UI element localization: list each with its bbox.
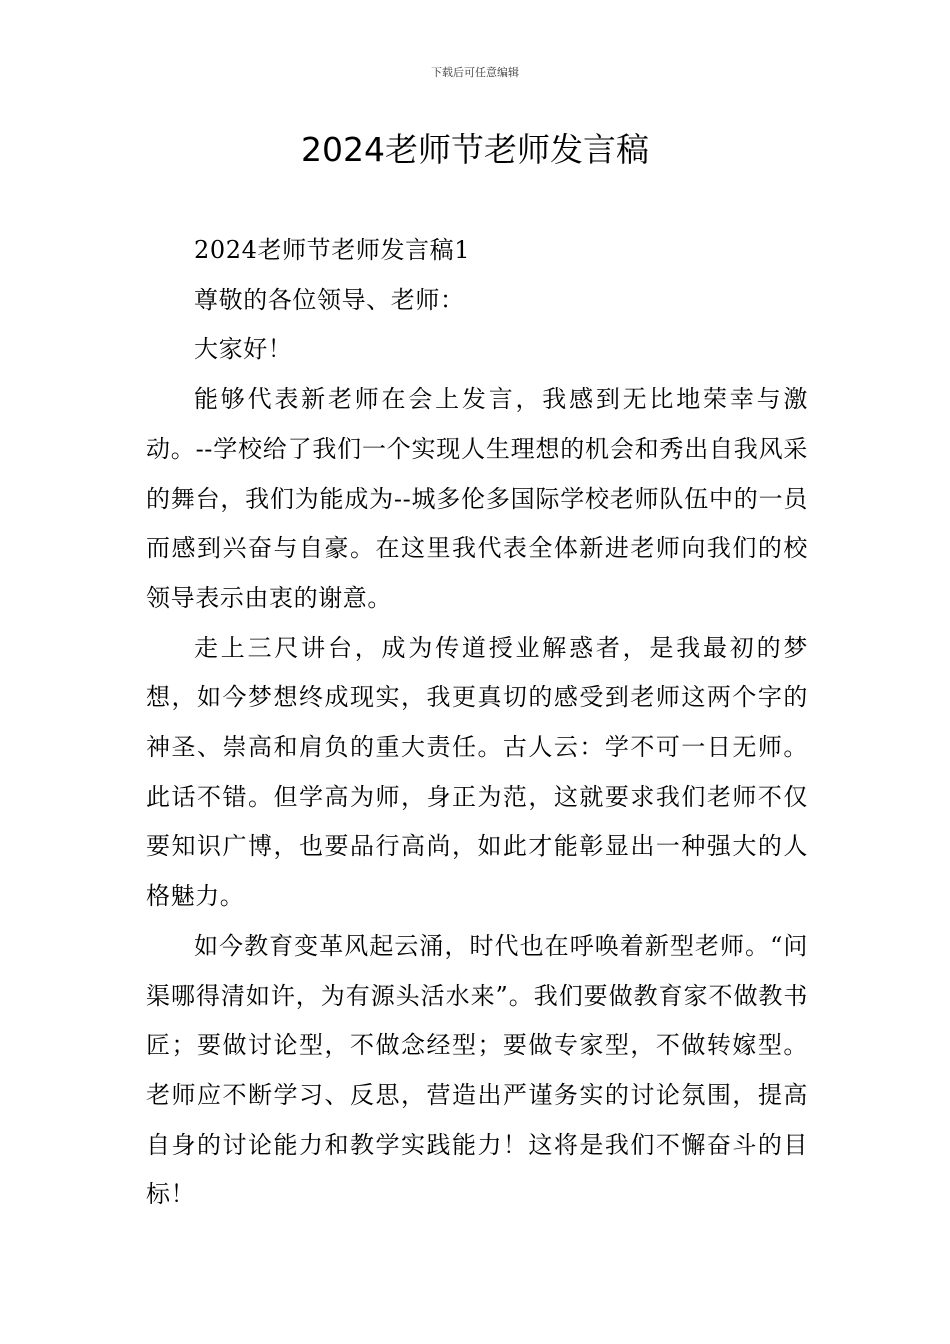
document-body: [146, 226, 808, 1220]
body-paragraph: 如今教育变革风起云涌，时代也在呼唤着新型老师。“问渠哪得清如许，为有源头活水来”。我们要做教育家不做教书匠；要做讨论型，不做念经型；要做专家型，不做转嫁型。老师应不断学习、反思，营造出严谨务实的讨论氛围，提高自身的讨论能力和教学实践能力！这将是我们不懈奋斗的目标！: [146, 931, 808, 1209]
greeting: 大家好！: [194, 335, 293, 364]
document-title: 2024老师节老师发言稿: [301, 130, 649, 169]
salutation: 尊敬的各位领导、老师：: [194, 285, 465, 314]
body-paragraph: 能够代表新老师在会上发言，我感到无比地荣幸与激动。--学校给了我们一个实现人生理想的机会和秀出自我风采的舞台，我们为能成为--城多伦多国际学校老师队伍中的一员而感到兴奋与自豪。在这里我代表全体新进老师向我们的校领导表示由衷的谢意。: [146, 385, 808, 612]
section-heading: 2024老师节老师发言稿1: [194, 236, 471, 264]
body-paragraph: 走上三尺讲台，成为传道授业解惑者，是我最初的梦想，如今梦想终成现实，我更真切的感受到老师这两个字的神圣、崇高和肩负的重大责任。古人云：学不可一日无师。此话不错。但学高为师，身正为范，这就要求我们老师不仅要知识广博，也要品行高尚，如此才能彰显出一种强大的人格魅力。: [146, 633, 808, 911]
header-note: 下载后可任意编辑: [431, 66, 519, 79]
